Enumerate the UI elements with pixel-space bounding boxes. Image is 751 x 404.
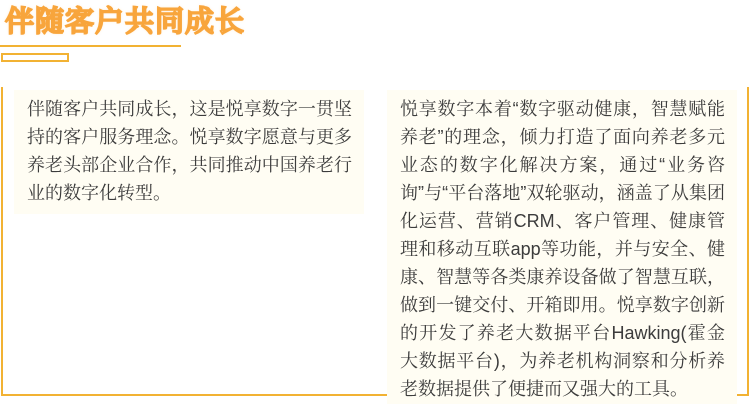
content-columns — [3, 87, 747, 404]
page-title: 伴随客户共同成长 — [5, 6, 246, 38]
content-box — [1, 87, 749, 399]
title-underline — [0, 45, 181, 47]
solution-panel — [387, 90, 737, 404]
decorative-box — [1, 53, 69, 62]
intro-paragraph: 伴随客户共同成长，这是悦享数字一贯坚持的客户服务理念。悦享数字愿意与更多养老头部企业合作，共同推动中国养老行业的数字化转型。 — [27, 99, 352, 203]
intro-panel — [14, 90, 364, 214]
solution-paragraph: 悦享数字本着“数字驱动健康，智慧赋能养老”的理念，倾力打造了面向养老多元业态的数字化解决方案，通过“业务咨询”与“平台落地”双轮驱动，涵盖了从集团化运营、营销CRM、客户管理、健康管理和移动互联app等功能，并与安全、健康、智慧等各类康养设备做了智慧互联，做到一键交付、开箱即用。悦享数字创新的开发了养老大数据平台Hawking(霍金大数据平台)，为养老机构洞察和分析养老数据提供了便捷而又强大的工具。 — [400, 99, 725, 399]
